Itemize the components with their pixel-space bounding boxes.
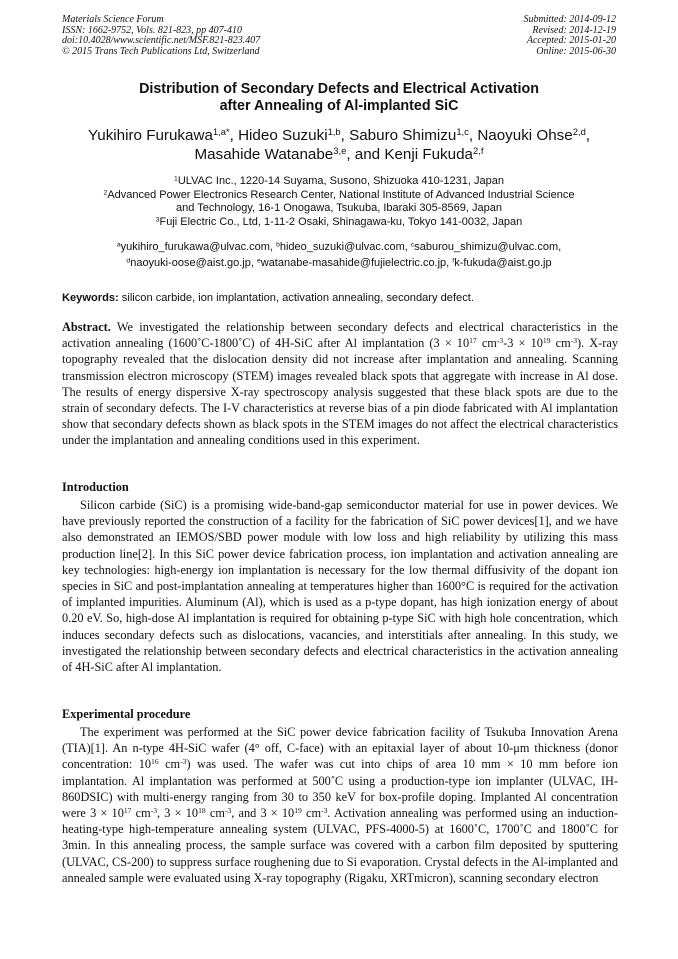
author-name: , Saburo Shimizu [340, 127, 457, 144]
keywords-label: Keywords: [62, 292, 119, 304]
author-name: Masahide Watanabe [194, 145, 334, 163]
author-affil-mark: 3,e [333, 144, 347, 156]
author-line-2 [40, 146, 638, 165]
date-revised: Revised: 2014-12-19 [532, 24, 616, 36]
author-list [40, 127, 638, 164]
email-link[interactable]: yukihiro_furukawa@ulvac.com, [120, 241, 277, 253]
keywords-line [62, 291, 618, 305]
affiliation-number: 3 [155, 216, 160, 224]
experimental-text: ) was used. The wafer was cut into chips of area 10 mm × 10 mm before ion implantation. Al implantation was performed at 500˚C using a production-type ion implanter (ULVAC, IH-860DSIC) with multi-energy ranging from 30 to 350 keV for box-profile doping. Implanted Al concentration were 3 × 10 [62, 757, 618, 821]
abstract-paragraph [62, 319, 618, 449]
journal-header-right [524, 15, 617, 57]
author-affil-mark: 2,f [473, 144, 484, 156]
experimental-text: cm [131, 806, 151, 821]
experimental-text: cm [301, 806, 322, 821]
affiliation-3 [40, 216, 638, 230]
title-line-1: Distribution of Secondary Defects and Electrical Activation [139, 81, 539, 97]
email-line-2 [40, 256, 638, 272]
abstract-text: cm [476, 336, 497, 351]
affiliation-text: ULVAC Inc., 1220-14 Suyama, Susono, Shizuoka 410-1231, Japan [177, 175, 504, 187]
experimental-text: , and 3 × 10 [231, 806, 295, 821]
exponent: -3 [496, 336, 504, 346]
email-mark: d [126, 256, 131, 264]
experimental-text: cm [205, 806, 225, 821]
date-online: Online: 2015-06-30 [536, 45, 616, 57]
affiliation-list [40, 175, 638, 229]
exponent: -3 [150, 805, 158, 815]
email-mark: e [256, 256, 261, 264]
affiliation-text: Advanced Power Electronics Research Center, National Institute of Advanced Industrial Science [107, 188, 575, 201]
author-affil-mark: 2,d [572, 125, 586, 137]
section-heading-introduction: Introduction [62, 480, 129, 494]
abstract-text: cm [550, 336, 571, 351]
author-name: , Naoyuki Ohse [468, 127, 573, 144]
journal-name: Materials Science Forum [62, 14, 164, 25]
keywords-text: silicon carbide, ion implantation, activation annealing, secondary defect. [118, 292, 474, 304]
exponent: 16 [151, 757, 159, 767]
experimental-paragraph [62, 724, 618, 886]
introduction-paragraph: Silicon carbide (SiC) is a promising wide-band-gap semiconductor material for use in power devices. We have previously reported the construction of a facility for the fabrication of SiC power devices[1], and we have also demonstrated an IEMOS/SBD power module with low loss and high reliability by utilizing this mass production line[2]. In this SiC power device fabrication process, ion implantation and activation annealing are key technologies: high-energy ion implantation is necessary for the low thermal diffusivity of the dopant ion species in SiC and post-implantation annealing at temperatures higher than 1600°C is required for the activation of implanted impurities. Aluminum (Al), which is used as a p-type dopant, has high ionization energy of about 0.20 eV. So, high-dose Al implantation is required for obtaining p-type SiC with high hole concentration, which induces secondary defects such as dislocations, vacancies, and interstitials after annealing. In this study, we investigated the relationship between secondary defects and electrical characteristics in the activation annealing of 4H-SiC after Al implantation. [62, 498, 618, 675]
exponent: 19 [294, 805, 302, 815]
email-mark: a [116, 241, 121, 249]
email-line-1 [40, 240, 638, 256]
journal-header-left [62, 15, 260, 57]
abstract-text: ). X-ray topography revealed that the dislocation density did not increase after implantation and annealing. Scanning transmission electron microscopy (STEM) images revealed black spots that aggregate with increase in Al dose. The results of energy dispersive X-ray spectroscopy analysis suggested that these black spots are due to the strain of secondary defects. The I-V characteristics at reverse bias of a pin diode fabricated with Al implantation show that secondary defects shown as black spots in the STEM images do not affect the electrical characteristics under the implantation and annealing conditions used in this experiment. [62, 336, 618, 448]
author-separator: , [585, 127, 591, 144]
affiliation-2-cont: and Technology, 16-1 Onogawa, Tsukuba, Ibaraki 305-8569, Japan [176, 202, 502, 215]
exponent: -3 [570, 336, 578, 346]
date-accepted: Accepted: 2015-01-20 [526, 35, 616, 47]
author-affil-mark: 1,b [327, 125, 341, 137]
journal-doi[interactable]: doi:10.4028/www.scientific.net/MSF.821-823.407 [62, 35, 261, 47]
experimental-text: cm [158, 757, 181, 772]
abstract-text: -3 × 10 [503, 336, 543, 351]
experimental-text: . Activation annealing was performed using an induction-heating-type high-temperature annealing system (ULVAC, PFS-4000-5) at 1600˚C, 1700˚C and 1800˚C for 3min. In this annealing process, the sample surface was covered with a carbon film deposited by sputtering (ULVAC, CS-200) to suppress surface roughening due to Si evaporation. Crystal defects in the Al-implanted and annealed sample were evaluated using X-ray topography (Rigaku, XRTmicron), scanning secondary electron [62, 806, 618, 885]
exponent: 17 [123, 805, 132, 815]
author-line-1 [40, 127, 638, 146]
experimental-text: , 3 × 10 [157, 806, 199, 821]
email-mark: b [276, 241, 280, 249]
affiliation-number: 1 [174, 175, 178, 183]
title-line-2: after Annealing of Al-implanted SiC [219, 98, 459, 114]
email-mark: c [410, 241, 415, 249]
exponent: -3 [224, 805, 232, 815]
email-list [40, 240, 638, 271]
affiliation-1 [40, 175, 638, 189]
exponent: -3 [180, 757, 187, 767]
affiliation-number: 2 [103, 188, 108, 196]
email-mark: f [452, 256, 455, 264]
experimental-text: The experiment was performed at the SiC power device fabrication facility of Tsukuba Innovation Arena (TIA)[1]. An n-type 4H-SiC wafer (4° off, C-face) with an epitaxial layer of about 10-μm thickness (donor concentration: 10 [62, 725, 618, 772]
author-name: Yukihiro Furukawa [87, 127, 213, 144]
paper-title [40, 81, 638, 115]
email-link[interactable]: watanabe-masahide@fujielectric.co.jp, [260, 256, 453, 269]
email-link[interactable]: saburou_shimizu@ulvac.com, [414, 241, 562, 253]
affiliation-text: Fuji Electric Co., Ltd, 1-11-2 Osaki, Shinagawa-ku, Tokyo 141-0032, Japan [159, 215, 523, 228]
email-link[interactable]: k-fukuda@aist.go.jp [454, 256, 552, 269]
date-submitted: Submitted: 2014-09-12 [523, 14, 616, 25]
abstract-text: We investigated the relationship between secondary defects and electrical characteristics in the activation annealing (1600˚C-1800˚C) of 4H-SiC after Al implantation (3 × 10 [62, 320, 618, 351]
exponent: 17 [469, 336, 477, 346]
email-link[interactable]: hideo_suzuki@ulvac.com, [279, 241, 411, 253]
author-name: , Hideo Suzuki [229, 127, 328, 144]
exponent: 19 [542, 336, 551, 346]
affiliation-2 [40, 189, 638, 203]
journal-issn: ISSN: 1662-9752, Vols. 821-823, pp 407-410 [62, 24, 242, 36]
author-name: , and Kenji Fukuda [346, 145, 473, 163]
email-link[interactable]: naoyuki-oose@aist.go.jp, [130, 256, 257, 269]
exponent: 18 [198, 805, 206, 815]
exponent: -3 [321, 805, 328, 815]
abstract-label: Abstract. [62, 320, 111, 334]
section-heading-experimental: Experimental procedure [62, 707, 191, 721]
journal-copyright: © 2015 Trans Tech Publications Ltd, Switzerland [62, 45, 260, 57]
author-affil-mark: 1,c [456, 125, 469, 137]
author-affil-mark: 1,a* [212, 125, 230, 137]
